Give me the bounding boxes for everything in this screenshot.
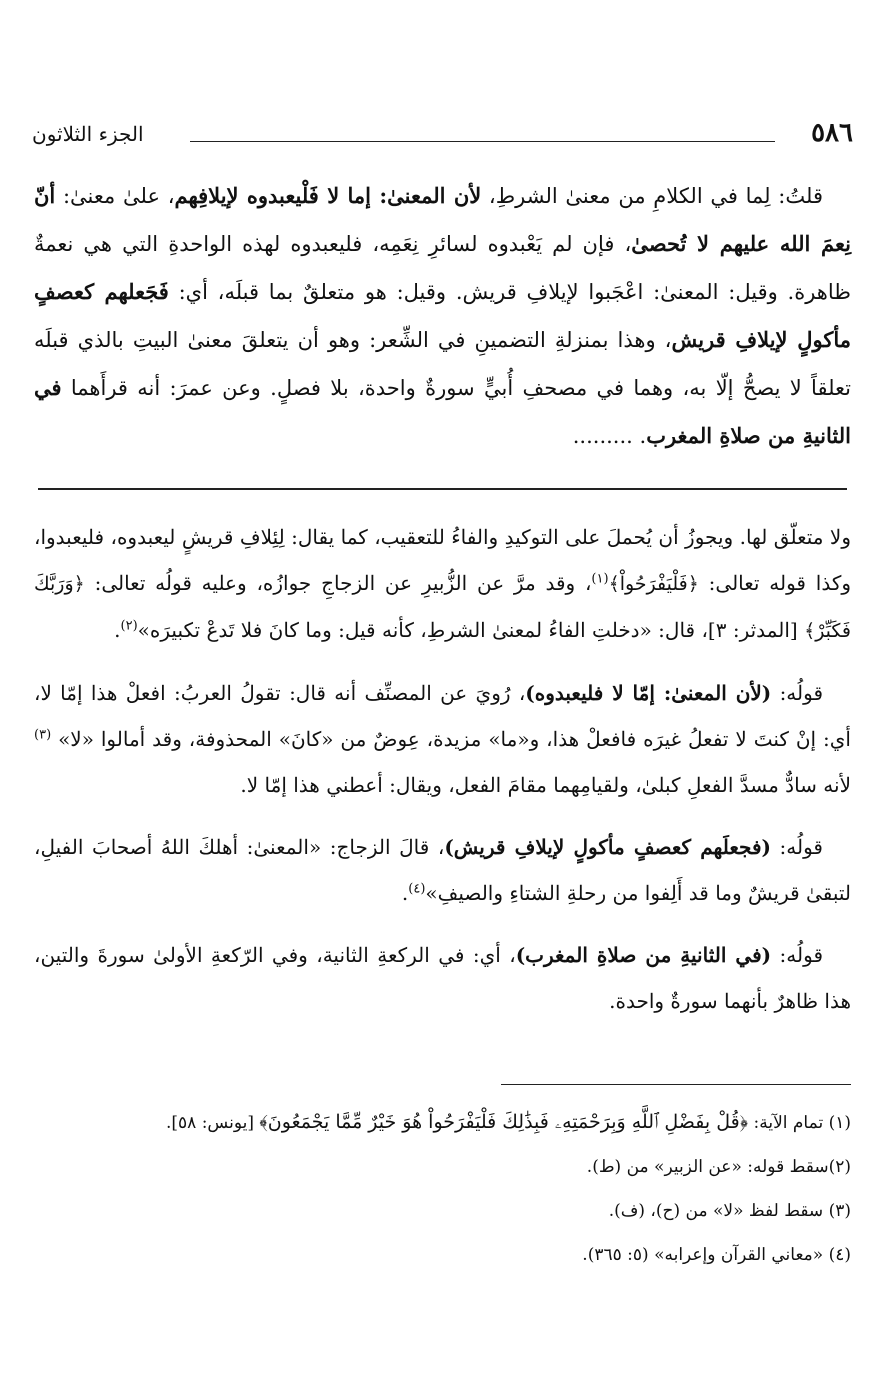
gloss-text: . [401,881,409,905]
gloss-text: ولا متعلّق لها. ويجوزُ أن يُحملَ على التوكيدِ والفاءُ للتعقيب، كما يقال: لِئِلافِ قريشٍ ليعبدوه، فليعبدوا، وكذا قوله تعالى: [34,525,851,595]
footnote-rule [501,1084,851,1085]
gloss-paragraph-3 [34,824,851,916]
main-text-bold: فَجَعلهم كعصفٍ مأكولٍ لإيلافِ قريش [34,279,851,352]
footnote-4: (٤) «معاني القرآن وإعرابه» (٥: ٣٦٥). [582,1245,851,1265]
gloss-text: قولُه: [770,835,823,859]
main-text-bold: أنّ نِعمَ الله عليهم لا تُحصىٰ [34,183,851,256]
main-text-bold: في الثانيةِ من صلاةِ المغرب [34,375,851,448]
quran-quote: ﴿فَلْيَفْرَحُواْ﴾ [608,573,699,595]
footnotes [34,1100,851,1277]
lemma-bold: (فجعلَهم كعصفٍ مأكولٍ لإيلافِ قريش) [444,835,771,859]
main-text-run: قلتُ: لِما في الكلامِ من معنىٰ الشرطِ، [481,184,823,208]
footnote-ref: (٢) [120,618,138,634]
quran-quote: ﴿قُلْ بِفَضْلِ ٱللَّهِ وَبِرَحْمَتِهِۦ فَبِذَٰلِكَ فَلْيَفْرَحُواْ هُوَ خَيْرٌ مِّمَّا يَجْمَعُونَ﴾ [259,1111,749,1133]
footnote-3: (٣) سقط لفظ «لا» من (ح)، (ف). [608,1201,851,1221]
gloss-paragraph-2 [34,670,851,808]
lemma-bold: (في الثانيةِ من صلاةِ المغرب) [515,943,772,967]
footnote-1 [34,1100,851,1145]
gloss-text: . [114,618,121,642]
main-paragraph [34,172,851,460]
gloss-text: قولُه: [771,681,824,705]
running-head: الجزء الثلاثون [32,122,144,146]
section-divider [38,488,847,490]
footnote-text: (١) تمام الآية: [748,1113,851,1133]
main-text-run: ، فإن لم يَعْبدوه لسائرِ نِعَمِه، فليعبدوه لهذه الواحدةِ التي هي نعمةٌ ظاهرة. وقيل: المعنىٰ: اعْجَبوا لإيلافِ قريش. وقيل: هو متعلقٌ بما قبلَه، أي: [34,232,851,304]
main-text-bold: لأن المعنىٰ: إما لا فَلْيعبدوه لإيلافِهم [174,183,482,208]
page-number: ٥٨٦ [811,118,853,148]
footnote-ref: (٤) [408,881,426,897]
gloss-text: ، قالَ الزجاج: «المعنىٰ: أهلكَ اللهُ أصحابَ الفيلِ، لتبقىٰ قريشٌ وما قد أَلِفوا من رحلةِ الشتاءِ والصيفِ» [34,835,851,905]
gloss-text: ، أي: في الركعةِ الثانية، وفي الرّكعةِ الأولىٰ سورةَ والتين، هذا ظاهرٌ بأنهما سورةٌ واحدة. [34,943,851,1013]
main-text-run: ، وهذا بمنزلةِ التضمينِ في الشِّعر: وهو أن يتعلقَ معنىٰ البيتِ بالذي قبلَه تعلقاً لا يصحُّ إلّا به، وهما في مصحفِ أُبيٍّ سورةٌ واحدة، بلا فصلٍ. وعن عمرَ: أنه قرأَهما [34,328,851,400]
footnote-ref: (١) [591,571,609,587]
gloss-text: لأنه سادٌّ مسدَّ الفعلِ كبلىٰ، ولقيامِهما مقامَ الفعل، ويقال: أعطني هذا إمّا لا. [240,773,851,797]
main-text-run: ، علىٰ معنىٰ: [55,184,175,208]
gloss-text: ، رُويَ عن المصنِّف أنه قال: تقولُ العربُ: افعلْ هذا إمّا لا، أي: إنْ كنتَ لا تفعلُ غيرَه فافعلْ هذا، و«ما» مزيدة، عِوضٌ من «كانَ» المحذوفة، وقد أمالوا «لا» [34,681,851,751]
quran-quote: ﴿وَرَبَّكَ فَكَبِّرْ﴾ [34,573,851,642]
gloss-paragraph-1 [34,514,851,654]
footnote-text: [يونس: ٥٨]. [165,1113,260,1133]
lemma-bold: (لأن المعنىٰ: إمّا لا فليعبدوه) [525,681,772,705]
gloss-section [34,514,851,1040]
main-commentary [34,172,851,460]
header-rule [190,141,775,142]
gloss-paragraph-4 [34,932,851,1024]
main-text-run: . ......... [572,424,647,448]
footnote-ref: (٣) [34,727,52,743]
footnote-2: (٢)سقط قوله: «عن الزبير» من (ط). [586,1157,851,1177]
gloss-text: ، وقد مرَّ عن الزُّبيرِ عن الزجاجِ جوازُه، وعليه قولُه تعالى: [84,571,592,595]
gloss-text: [المدثر: ٣]، قال: «دخلتِ الفاءُ لمعنىٰ الشرطِ، كأنه قيل: وما كانَ فلا تَدعْ تكبيرَه» [137,618,805,642]
gloss-text: قولُه: [771,943,824,967]
